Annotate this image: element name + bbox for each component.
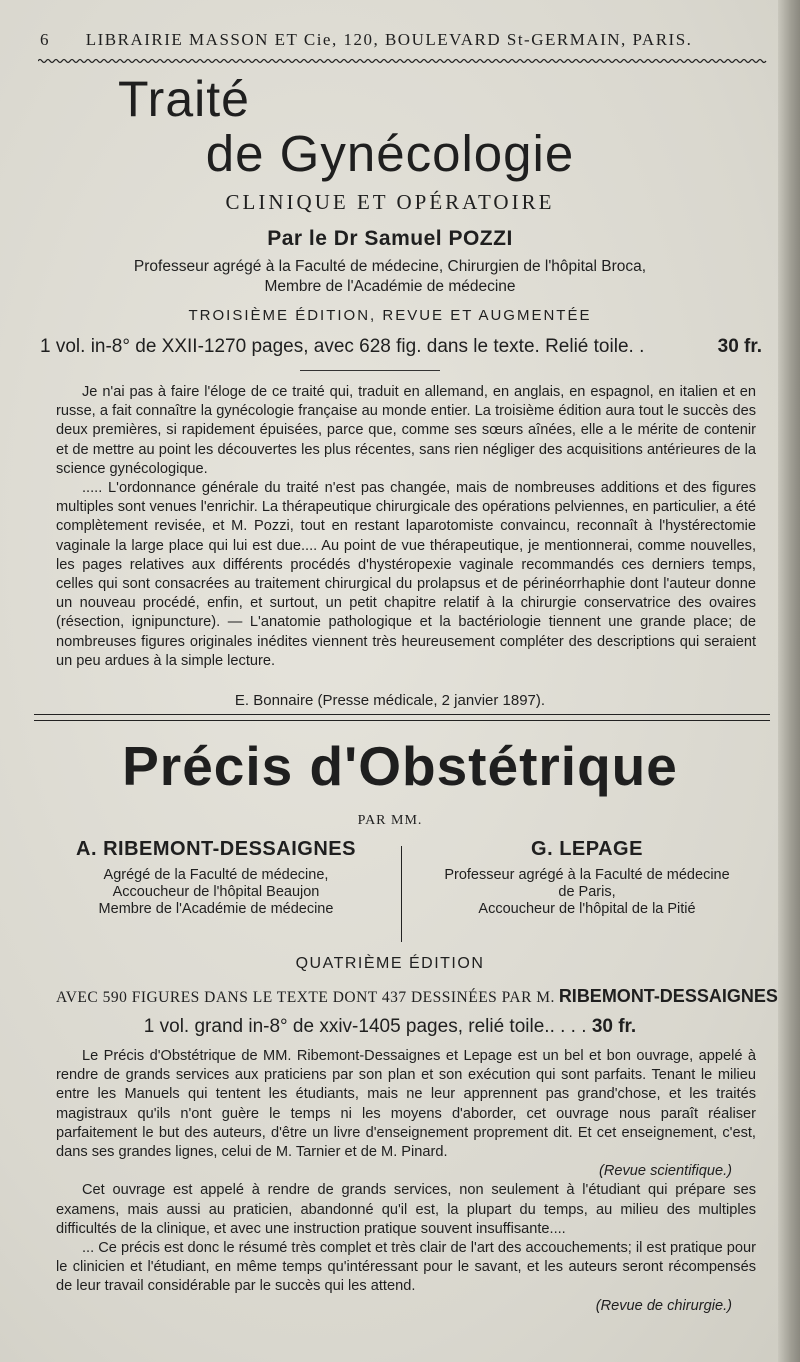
book2-review-paragraph: Cet ouvrage est appelé à rendre de grands services, non seulement à l'étudiant qui prépare ses examens, mais aussi au praticien, abandonné qu'il est, la plupart du temps, au milieu des multiples difficultés de la clinique, et avec une instruction pratique souvent insuffisante....	[56, 1182, 756, 1237]
book2-review-paragraph: Le Précis d'Obstétrique de MM. Ribemont-Dessaignes et Lepage est un bel et bon ouvrage, appelé à rendre de grands services aux praticiens par son plan et son exécution qui sont parfaits. Tenant le milieu entre les Manuels qui tentent les étudiants, mais ne leur apprennent pas grand'chose, et les traités magistraux qu'ils n'ont guère le temps ni les moyens d'aborder, cet ouvrage nous paraît réaliser parfaitement le but des auteurs, d'être un livre d'enseignement proprement dit. Et cet enseignement, c'est, dans ses grandes lignes, celui de M. Tarnier et de M. Pinard.	[56, 1048, 756, 1161]
book1-review-signature: E. Bonnaire (Presse médicale, 2 janvier 1897).	[234, 692, 546, 709]
book2-review-paragraph: ... Ce précis est donc le résumé très complet et très clair de l'art des accouchements; il est pratique pour le clinicien et l'étudiant, en même temps qu'intéressant pour le savant, et les auteurs seront récompensés de leur travail considérable par le succès qui les attend.	[56, 1240, 756, 1295]
book1-review-paragraph: ..... L'ordonnance générale du traité n'est pas changée, mais de nombreuses additions et des figures multiples sont venues l'enrichir. La thérapeutique chirurgicale des opérations pelviennes, en particulier, a été complètement revisée, et M. Pozzi, tout en restant laparotomiste convaincu, reconnaît à l'hystérectomie vaginale la large place qui lui est due.... Au point de vue thérapeutique, je mentionnerai, comme nouvelles, les pages relatives aux différents procédés d'hystéropexie vaginale recommandés ces derniers temps, celles qui sont consacrées au traitement chirurgical du prolapsus et de périnéorrhaphie dont l'auteur donne un nouveau procédé, enfin, et surtout, un petit chapitre relatif à la chirurgie conservatrice des ovaires (résection, ignipuncture). — L'anatomie pathologique et la bactériologie tiennent une grande place; de nombreuses figures originales inédites viennent très heureusement compléter des descriptions qui seraient un peu ardues à la simple lecture.	[56, 480, 756, 669]
double-divider	[34, 714, 770, 721]
author-separator	[401, 846, 402, 942]
author-title: Membre de l'Académie de médecine	[98, 901, 334, 917]
review-source: (Revue scientifique.)	[598, 1163, 732, 1180]
figures-artist: RIBEMONT-DESSAIGNES	[558, 986, 778, 1006]
book1-title-line2: de Gynécologie	[205, 125, 575, 182]
short-divider	[300, 370, 440, 371]
book1-volume	[40, 336, 762, 358]
book1-affiliation	[0, 257, 780, 297]
running-head	[40, 30, 730, 50]
book2-title: Précis d'Obstétrique	[122, 735, 678, 797]
book2-volume	[0, 1016, 780, 1038]
book1-review	[56, 383, 756, 671]
book1-subtitle: CLINIQUE ET OPÉRATOIRE	[225, 190, 555, 214]
author-title: Accoucheur de l'hôpital Beaujon	[112, 884, 320, 900]
page-edge	[778, 0, 800, 1362]
book1-affiliation-line1: Professeur agrégé à la Faculté de médecine, Chirurgien de l'hôpital Broca,	[133, 258, 647, 275]
figures-text: AVEC 590 FIGURES DANS LE TEXTE DONT 437 DESSINÉES PAR M.	[56, 989, 555, 1006]
book2-figures-line	[56, 986, 778, 1007]
book1-volume-desc: 1 vol. in-8° de XXII-1270 pages, avec 628 fig. dans le texte. Relié toile. .	[40, 336, 645, 357]
book1-review-paragraph: Je n'ai pas à faire l'éloge de ce traité qui, traduit en allemand, en anglais, en espagnol, en italien et en russe, a fait connaître la gynécologie française au monde entier. La troisième édition aura tout le succès des deux premières, si rapidement épuisées, parce que, comme ses sœurs aînées, elle a le mérite de contenir et de mettre au point les découvertes les plus récentes, sans rien négliger des acquisitions antérieures de la science gynécologique.	[56, 384, 756, 477]
book2-volume-desc: 1 vol. grand in-8° de xxiv-1405 pages, relié toile.. . . .	[143, 1016, 587, 1037]
book2-authors	[36, 838, 766, 938]
author-name: G. LEPAGE	[531, 838, 643, 860]
book1-price: 30 fr.	[717, 336, 762, 357]
author-title: Agrégé de la Faculté de médecine,	[103, 867, 329, 883]
book1-affiliation-line2: Membre de l'Académie de médecine	[264, 278, 516, 295]
review-source: (Revue de chirurgie.)	[595, 1297, 732, 1314]
author-title: Professeur agrégé à la Faculté de médecine	[444, 867, 730, 883]
book1-edition: TROISIÈME ÉDITION, REVUE ET AUGMENTÉE	[188, 307, 592, 324]
author-title: Accoucheur de l'hôpital de la Pitié	[478, 901, 696, 917]
book2-edition: QUATRIÈME ÉDITION	[295, 955, 485, 972]
book2-price: 30 fr.	[591, 1016, 637, 1037]
book2-author-1	[36, 838, 396, 918]
author-name: A. RIBEMONT-DESSAIGNES	[76, 838, 356, 860]
author-title: de Paris,	[558, 884, 616, 900]
publisher-line: LIBRAIRIE MASSON ET Cie, 120, BOULEVARD St-GERMAIN, PARIS.	[85, 30, 693, 49]
wavy-rule	[38, 58, 768, 64]
book2-author-2	[408, 838, 766, 918]
book1-author: Par le Dr Samuel POZZI	[267, 227, 513, 250]
book1-title-line1: Traité	[118, 71, 250, 127]
page-number: 6	[40, 30, 50, 49]
book2-review	[56, 1047, 756, 1316]
book2-par: PAR MM.	[357, 813, 423, 828]
